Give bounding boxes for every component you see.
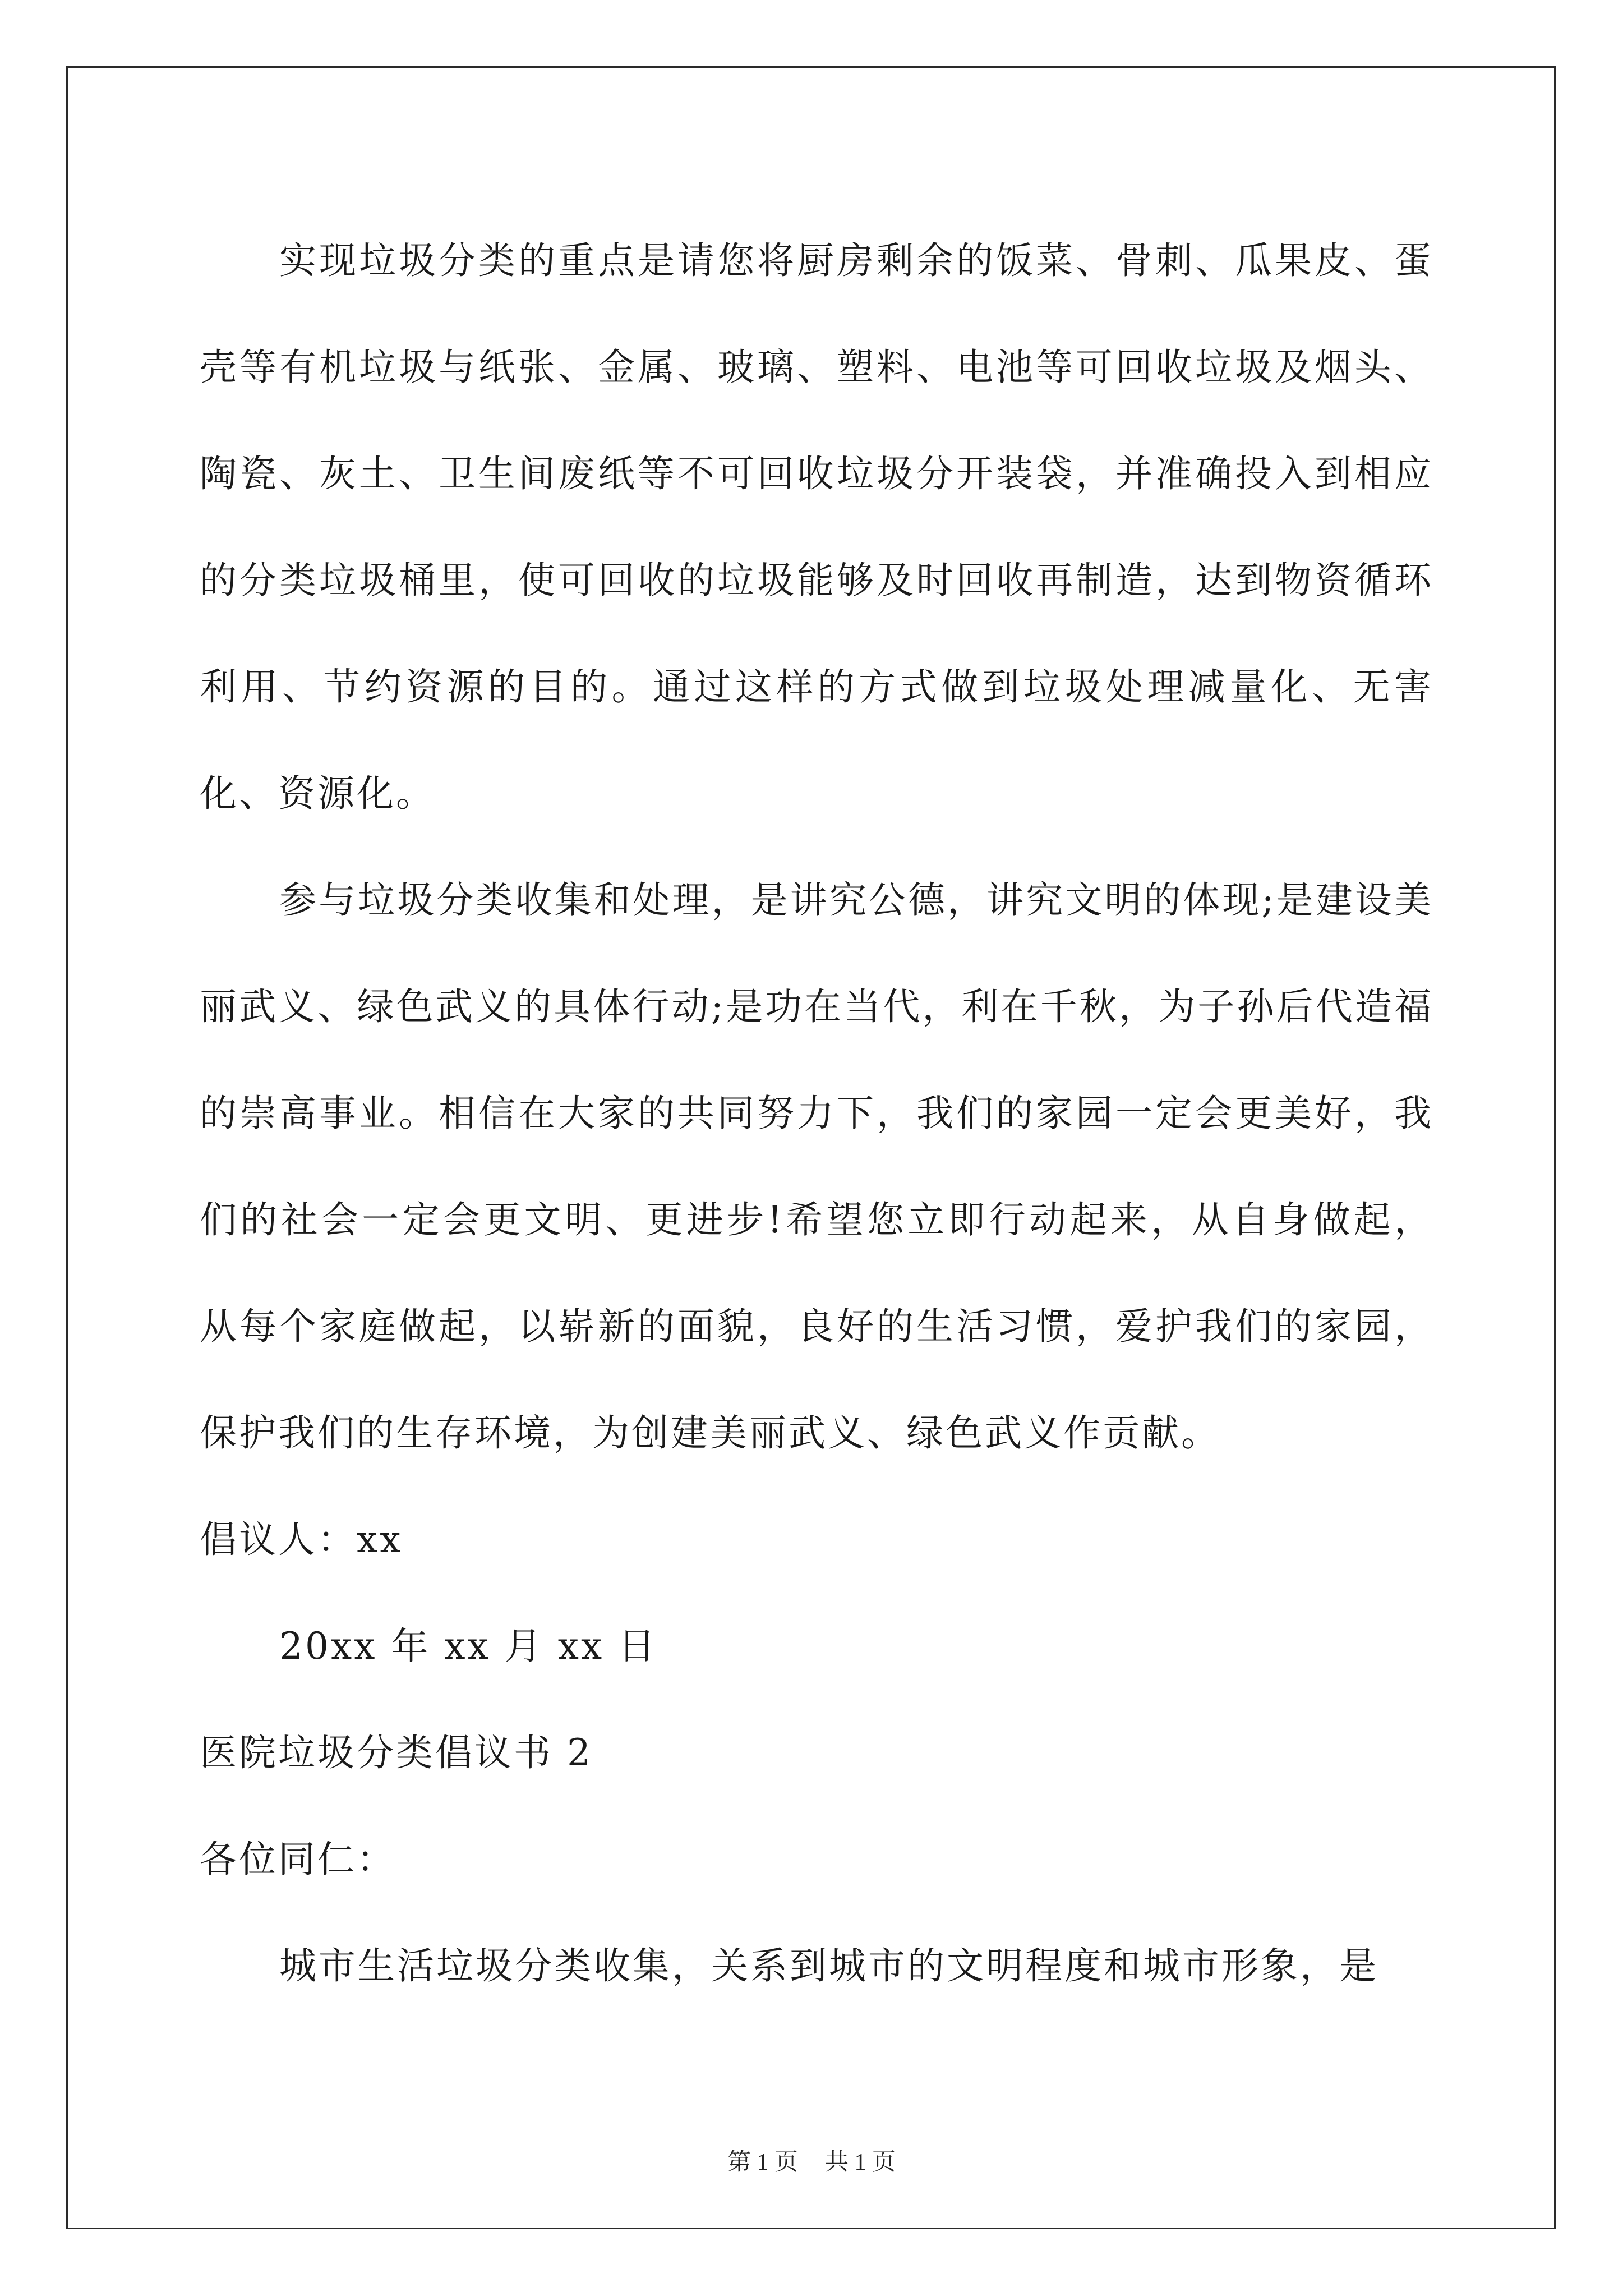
page-total: 共 1 页 <box>825 2150 896 2175</box>
paragraph-city-waste: 城市生活垃圾分类收集，关系到城市的文明程度和城市形象，是 <box>279 1944 1378 1987</box>
page-footer <box>0 2146 1623 2179</box>
document-body <box>200 208 1433 2019</box>
salutation: 各位同仁： <box>200 1838 396 1881</box>
date-line: 20xx 年 xx 月 xx 日 <box>279 1625 658 1668</box>
initiator-line: 倡议人：xx <box>200 1518 403 1561</box>
page-number: 第 1 页 <box>727 2150 798 2175</box>
section-title: 医院垃圾分类倡议书 2 <box>200 1731 593 1774</box>
paragraph-participation: 参与垃圾分类收集和处理，是讲究公德，讲究文明的体现;是建设美丽武义、绿色武义的具体行动;是功在当代，利在千秋，为子孙后代造福的崇高事业。相信在大家的共同努力下，我们的家园一定会更美好，我们的社会一定会更文明、更进步!希望您立即行动起来，从自身做起，从每个家庭做起，以崭新的面貌，良好的生活习惯，爱护我们的家园，保护我们的生存环境，为创建美丽武义、绿色武义作贡献。 <box>200 878 1433 1455</box>
paragraph-waste-sorting-focus: 实现垃圾分类的重点是请您将厨房剩余的饭菜、骨刺、瓜果皮、蛋壳等有机垃圾与纸张、金属、玻璃、塑料、电池等可回收垃圾及烟头、陶瓷、灰土、卫生间废纸等不可回收垃圾分开装袋，并准确投入到相应的分类垃圾桶里，使可回收的垃圾能够及时回收再制造，达到物资循环利用、节约资源的目的。通过这样的方式做到垃圾处理减量化、无害化、资源化。 <box>200 239 1433 815</box>
